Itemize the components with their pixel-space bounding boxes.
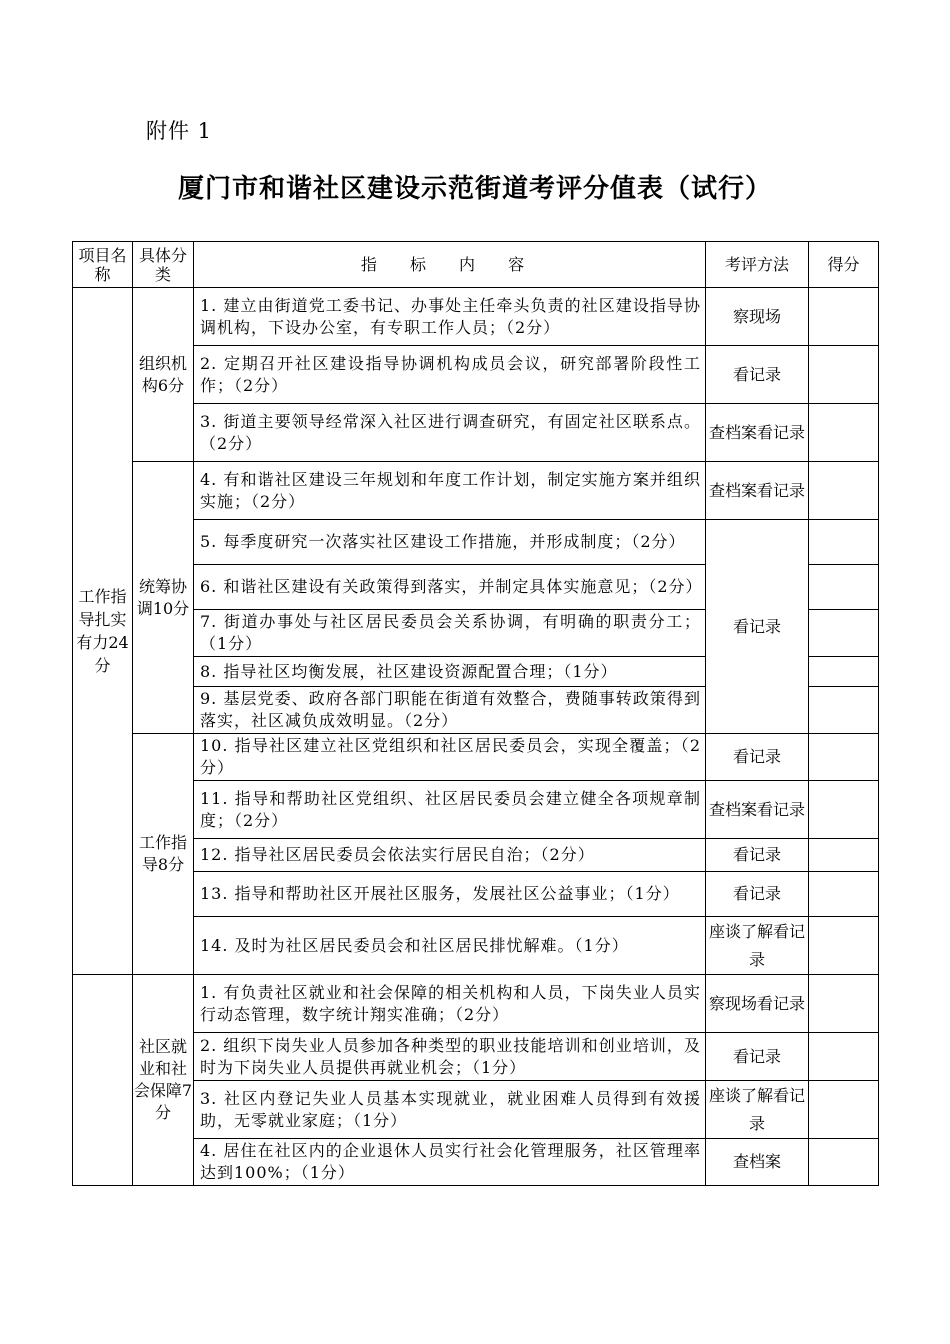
method-cell: 座谈了解看记录 (706, 1081, 809, 1139)
score-input-cell[interactable] (809, 404, 879, 462)
category-cell: 工作指导8分 (133, 734, 194, 975)
indicator-cell: 5. 每季度研究一次落实社区建设工作措施，并形成制度；（2分） (194, 520, 706, 565)
col-header-score: 得分 (809, 242, 879, 288)
category-cell: 社区就业和社会保障7分 (133, 975, 194, 1186)
score-input-cell[interactable] (809, 1081, 879, 1139)
score-input-cell[interactable] (809, 288, 879, 346)
table-row (73, 1139, 879, 1186)
project-cell (73, 975, 133, 1186)
method-cell: 看记录 (706, 1033, 809, 1081)
score-input-cell[interactable] (809, 657, 879, 687)
category-cell: 统筹协调10分 (133, 462, 194, 734)
table-row (73, 1081, 879, 1139)
method-cell: 察现场 (706, 288, 809, 346)
score-input-cell[interactable] (809, 975, 879, 1033)
table-row (73, 872, 879, 917)
method-cell: 查档案看记录 (706, 404, 809, 462)
score-input-cell[interactable] (809, 346, 879, 404)
score-input-cell[interactable] (809, 520, 879, 565)
indicator-cell: 1. 建立由街道党工委书记、办事处主任牵头负责的社区建设指导协调机构，下设办公室，有专职工作人员；（2分） (194, 288, 706, 346)
indicator-cell: 8. 指导社区均衡发展，社区建设资源配置合理；（1分） (194, 657, 706, 687)
table-row (73, 839, 879, 872)
method-cell: 看记录 (706, 520, 809, 734)
col-header-project: 项目名称 (73, 242, 133, 288)
indicator-cell: 6. 和谐社区建设有关政策得到落实，并制定具体实施意见；（2分） (194, 565, 706, 610)
method-cell: 看记录 (706, 839, 809, 872)
score-table (72, 241, 879, 1186)
score-input-cell[interactable] (809, 1139, 879, 1186)
score-input-cell[interactable] (809, 734, 879, 781)
method-cell: 看记录 (706, 734, 809, 781)
table-row (73, 1033, 879, 1081)
score-input-cell[interactable] (809, 872, 879, 917)
method-cell: 查档案看记录 (706, 781, 809, 839)
table-row (73, 520, 879, 565)
indicator-cell: 2. 定期召开社区建设指导协调机构成员会议，研究部署阶段性工作；（2分） (194, 346, 706, 404)
table-row (73, 781, 879, 839)
indicator-cell: 10. 指导社区建立社区党组织和社区居民委员会，实现全覆盖；（2分） (194, 734, 706, 781)
indicator-cell: 4. 居住在社区内的企业退休人员实行社会化管理服务，社区管理率达到100%；（1分） (194, 1139, 706, 1186)
col-header-method: 考评方法 (706, 242, 809, 288)
method-cell: 看记录 (706, 872, 809, 917)
method-cell: 察现场看记录 (706, 975, 809, 1033)
table-row (73, 917, 879, 975)
table-row (73, 734, 879, 781)
method-cell: 看记录 (706, 346, 809, 404)
table-row (73, 404, 879, 462)
table-row (73, 975, 879, 1033)
indicator-cell: 2. 组织下岗失业人员参加各种类型的职业技能培训和创业培训，及时为下岗失业人员提供再就业机会；（1分） (194, 1033, 706, 1081)
indicator-cell: 3. 社区内登记失业人员基本实现就业，就业困难人员得到有效援助，无零就业家庭；（1分） (194, 1081, 706, 1139)
indicator-cell: 3. 街道主要领导经常深入社区进行调查研究，有固定社区联系点。（2分） (194, 404, 706, 462)
table-row (73, 288, 879, 346)
col-header-content: 指 标 内 容 (194, 242, 706, 288)
attachment-label: 附件 1 (146, 119, 213, 143)
table-header-row (73, 242, 879, 288)
indicator-cell: 7. 街道办事处与社区居民委员会关系协调，有明确的职责分工；（1分） (194, 610, 706, 657)
indicator-cell: 11. 指导和帮助社区党组织、社区居民委员会建立健全各项规章制度；（2分） (194, 781, 706, 839)
method-cell: 查档案 (706, 1139, 809, 1186)
page-title: 厦门市和谐社区建设示范街道考评分值表（试行） (177, 174, 772, 204)
score-input-cell[interactable] (809, 917, 879, 975)
category-cell: 组织机构6分 (133, 288, 194, 462)
indicator-cell: 13. 指导和帮助社区开展社区服务，发展社区公益事业；（1分） (194, 872, 706, 917)
indicator-cell: 1. 有负责社区就业和社会保障的相关机构和人员，下岗失业人员实行动态管理，数字统计翔实准确；（2分） (194, 975, 706, 1033)
col-header-category: 具体分类 (133, 242, 194, 288)
indicator-cell: 4. 有和谐社区建设三年规划和年度工作计划，制定实施方案并组织实施；（2分） (194, 462, 706, 520)
score-input-cell[interactable] (809, 839, 879, 872)
score-input-cell[interactable] (809, 565, 879, 610)
score-input-cell[interactable] (809, 781, 879, 839)
score-input-cell[interactable] (809, 462, 879, 520)
score-input-cell[interactable] (809, 1033, 879, 1081)
method-cell: 查档案看记录 (706, 462, 809, 520)
project-cell: 工作指导扎实有力24分 (73, 288, 133, 975)
score-input-cell[interactable] (809, 610, 879, 657)
indicator-cell: 9. 基层党委、政府各部门职能在街道有效整合，费随事转政策得到落实，社区减负成效明显。（2分） (194, 687, 706, 734)
indicator-cell: 12. 指导社区居民委员会依法实行居民自治；（2分） (194, 839, 706, 872)
indicator-cell: 14. 及时为社区居民委员会和社区居民排忧解难。（1分） (194, 917, 706, 975)
score-input-cell[interactable] (809, 687, 879, 734)
table-row (73, 462, 879, 520)
method-cell: 座谈了解看记录 (706, 917, 809, 975)
table-row (73, 346, 879, 404)
